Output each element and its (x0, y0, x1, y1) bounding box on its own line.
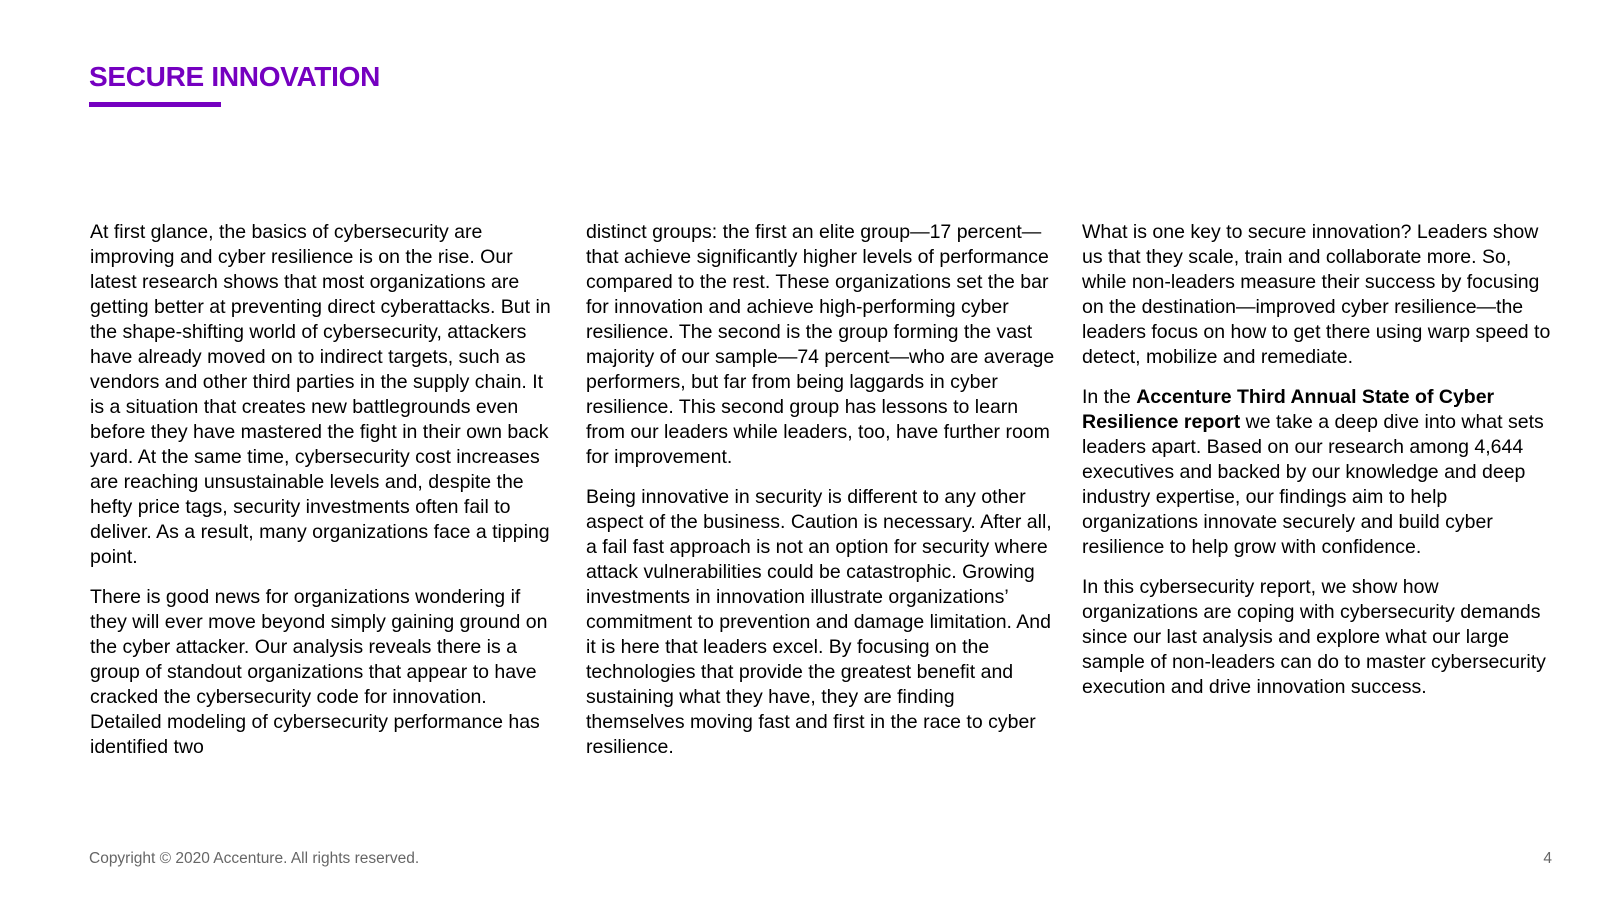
paragraph: There is good news for organizations wondering if they will ever move beyond simply gaining ground on the cyber attacker. Our analysis reveals there is a group of standout organizations that appear to have cracked the cybersecurity code for innovation. Detailed modeling of cybersecurity performance has identified two (90, 586, 548, 758)
text-column-3 (1082, 220, 1552, 715)
paragraph-suffix: we take a deep dive into what sets leaders apart. Based on our research among 4,644 executives and backed by our knowledge and deep industry expertise, our findings aim to help organizations innovate securely and build cyber resilience to help grow with confidence. (1082, 411, 1544, 558)
text-column-2 (586, 220, 1056, 775)
paragraph: In this cybersecurity report, we show how organizations are coping with cybersecurity demands since our last analysis and explore what our large sample of non-leaders can do to master cybersecurity execution and drive innovation success. (1082, 576, 1546, 698)
page-title: SECURE INNOVATION (89, 61, 380, 92)
report-name: Accenture Third Annual State of Cyber Resilience report (1082, 386, 1495, 433)
paragraph: At first glance, the basics of cybersecurity are improving and cyber resilience is on the rise. Our latest research shows that most organizations are getting better at preventing direct cyberattacks. But in the shape-shifting world of cybersecurity, attackers have already moved on to indirect targets, such as vendors and other third parties in the supply chain. It is a situation that creates new battlegrounds even before they have mastered the fight in their own back yard. At the same time, cybersecurity cost increases are reaching unsustainable levels and, despite the hefty price tags, security investments often fail to deliver. As a result, many organizations face a tipping point. (90, 221, 551, 568)
paragraph: What is one key to secure innovation? Leaders show us that they scale, train and collaborate more. So, while non-leaders measure their success by focusing on the destination—improved cyber resilience—the leaders focus on how to get there using warp speed to detect, mobilize and remediate. (1082, 221, 1551, 368)
paragraph: distinct groups: the first an elite group—17 percent—that achieve significantly higher levels of performance compared to the rest. These organizations set the bar for innovation and achieve high-performing cyber resilience. The second is the group forming the vast majority of our sample—74 percent—who are average performers, but far from being laggards in cyber resilience. This second group has lessons to learn from our leaders while leaders, too, have further room for improvement. (586, 221, 1055, 468)
paragraph-prefix: In the (1082, 386, 1137, 408)
title-underline (89, 102, 221, 107)
page-number: 4 (1543, 850, 1552, 867)
paragraph: Being innovative in security is different to any other aspect of the business. Caution is necessary. After all, a fail fast approach is not an option for security where attack vulnerabilities could be catastrophic. Growing investments in innovation illustrate organizations’ commitment to prevention and damage limitation. And it is here that leaders excel. By focusing on the technologies that provide the greatest benefit and sustaining what they have, they are finding themselves moving fast and first in the race to cyber resilience. (586, 486, 1052, 758)
copyright-notice: Copyright © 2020 Accenture. All rights reserved. (89, 850, 420, 867)
paragraph (1082, 385, 1552, 560)
text-column-1 (90, 220, 560, 775)
